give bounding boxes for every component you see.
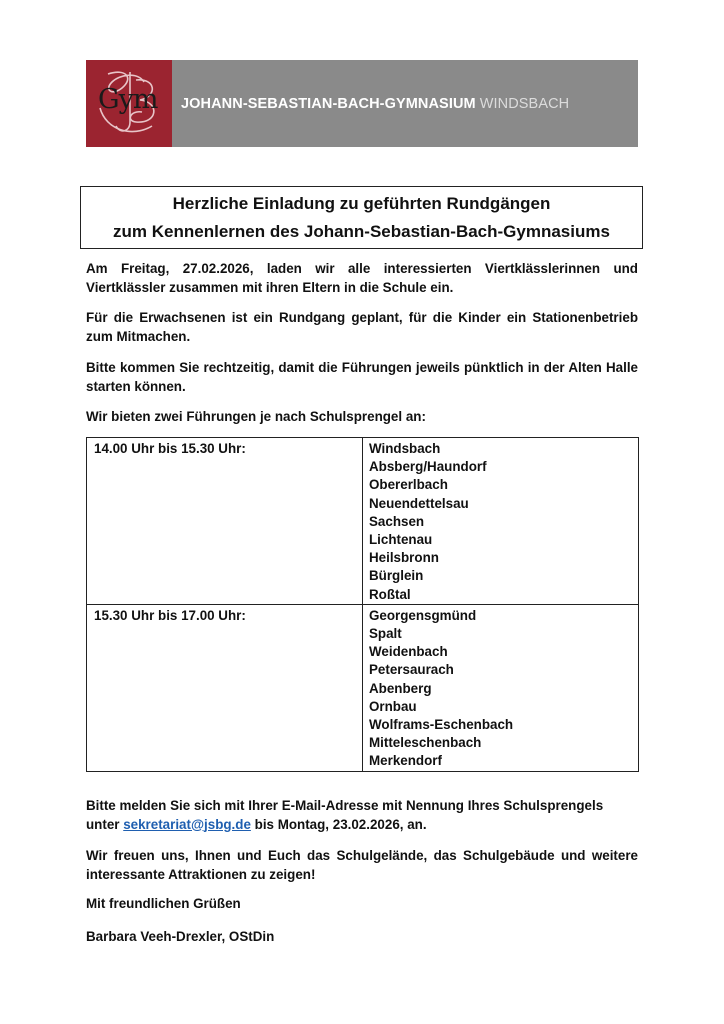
list-item: Obererlbach [369, 477, 448, 493]
title-line-1: Herzliche Einladung zu geführten Rundgängen [172, 194, 551, 213]
email-link[interactable]: sekretariat@jsbg.de [123, 816, 251, 832]
header-banner [86, 60, 638, 147]
school-logo [86, 60, 172, 147]
intro-paragraph: Am Freitag, 27.02.2026, laden wir alle interessierten Viertklässlerinnen und Viertklässler zusammen mit ihren Eltern in die Schule ein. [86, 261, 638, 295]
list-item: Spalt [369, 626, 402, 642]
title-line-2: zum Kennenlernen des Johann-Sebastian-Bach-Gymnasiums [113, 222, 610, 241]
list-item: Sachsen [369, 513, 425, 529]
school-name-main: JOHANN-SEBASTIAN-BACH-GYMNASIUM [181, 95, 476, 112]
closing-paragraph: Wir freuen uns, Ihnen und Euch das Schulgelände, das Schulgebäude und weitere interessante Attraktionen zu zeigen! [86, 848, 638, 882]
invitation-title-box [80, 186, 643, 249]
school-town: WINDSBACH [479, 95, 570, 112]
list-item: Windsbach [369, 441, 441, 456]
list-item: Georgensgmünd [369, 607, 477, 623]
list-item: Merkendorf [369, 753, 442, 769]
registration-prefix: unter [86, 816, 120, 832]
school-name [181, 96, 569, 112]
list-item: Heilsbronn [369, 550, 439, 566]
list-item: Lichtenau [369, 532, 433, 548]
tour-towns-1 [363, 438, 639, 605]
tour-towns-2 [363, 604, 639, 771]
list-item: Neuendettelsau [369, 495, 469, 511]
list-item: Absberg/Haundorf [369, 459, 487, 475]
list-item: Roßtal [369, 586, 411, 602]
list-item: Bürglein [369, 568, 424, 584]
signature: Barbara Veeh-Drexler, OStDin [86, 929, 275, 944]
registration-paragraph [86, 797, 638, 834]
tours-intro-paragraph: Wir bieten zwei Führungen je nach Schulsprengel an: [86, 409, 426, 424]
list-item: Ornbau [369, 698, 417, 714]
table-row [87, 438, 639, 605]
tour-time-2: 15.30 Uhr bis 17.00 Uhr: [87, 604, 363, 771]
list-item: Abenberg [369, 680, 432, 696]
program-paragraph: Für die Erwachsenen ist ein Rundgang geplant, für die Kinder ein Stationenbetrieb zum Mitmachen. [86, 310, 638, 344]
punctuality-paragraph: Bitte kommen Sie rechtzeitig, damit die Führungen jeweils pünktlich in der Alten Halle starten können. [86, 360, 638, 394]
list-item: Mitteleschenbach [369, 735, 482, 751]
list-item: Wolframs-Eschenbach [369, 717, 514, 733]
logo-text: Gym [98, 84, 158, 115]
registration-suffix: bis Montag, 23.02.2026, an. [254, 816, 427, 832]
list-item: Petersaurach [369, 662, 454, 678]
greeting: Mit freundlichen Grüßen [86, 896, 241, 911]
list-item: Weidenbach [369, 644, 448, 660]
tour-schedule-table [86, 437, 639, 772]
table-row [87, 604, 639, 771]
registration-line-1: Bitte melden Sie sich mit Ihrer E-Mail-Adresse mit Nennung Ihres Schulsprengels [86, 798, 604, 813]
tour-time-1: 14.00 Uhr bis 15.30 Uhr: [87, 438, 363, 605]
